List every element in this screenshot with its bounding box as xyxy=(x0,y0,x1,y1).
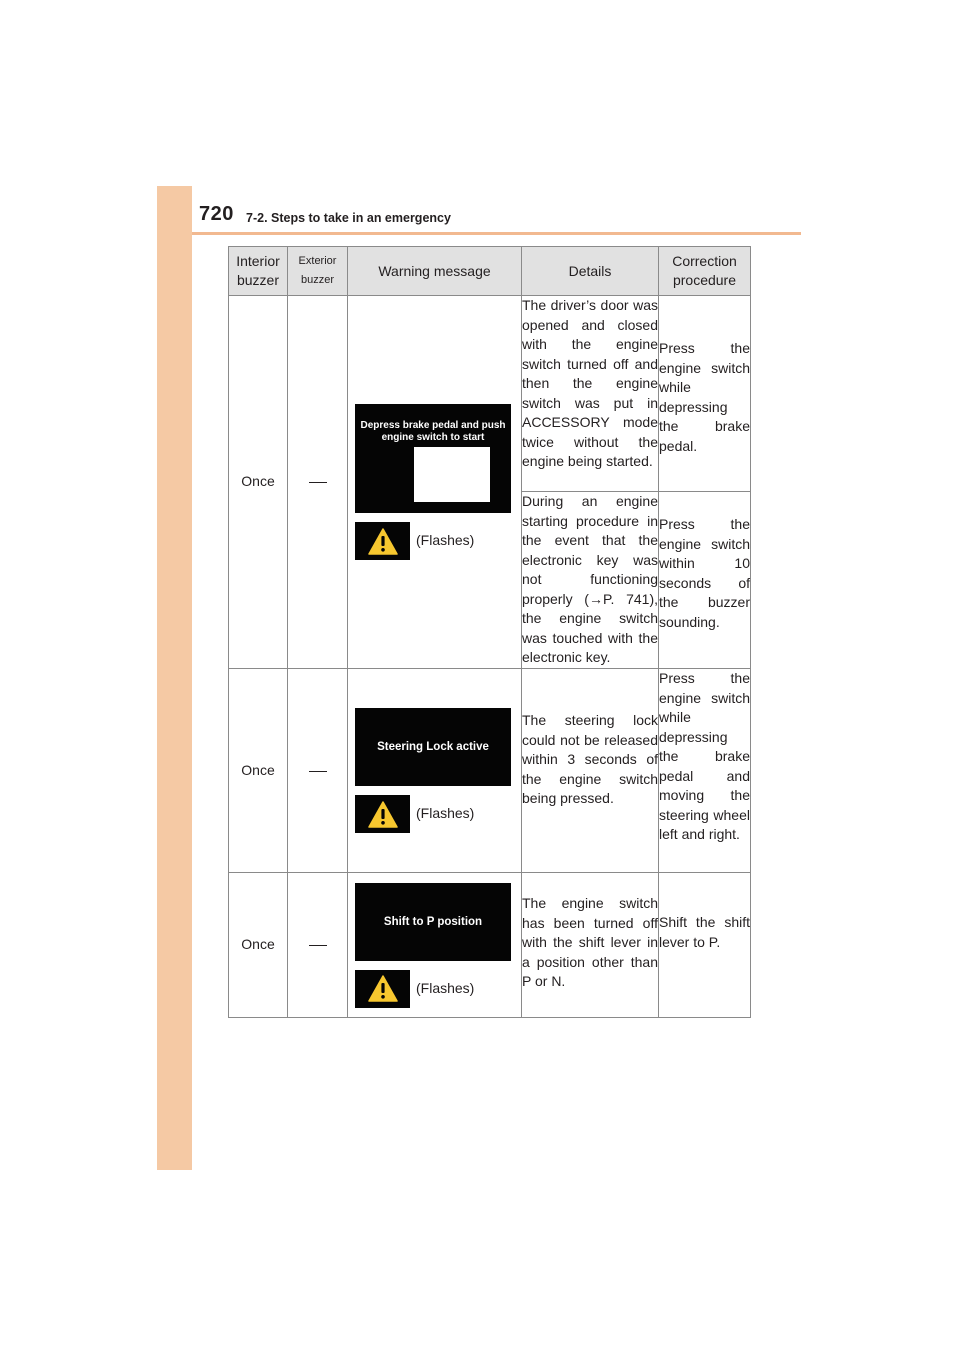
warning-message-cell xyxy=(348,873,522,1018)
display-message-text: Shift to P position xyxy=(383,915,483,928)
details-cell: The driver’s door was opened and closed with the engine switch turned off and then the engine switch was put in ACCESSORY mode twice without the engine being started. xyxy=(522,296,659,492)
warning-table xyxy=(228,246,751,1018)
side-tab-bar xyxy=(157,186,192,1170)
flash-indicator xyxy=(355,795,521,833)
header-divider xyxy=(192,232,801,235)
details-cell: The steering lock could not be released within 3 seconds of the engine switch being pressed. xyxy=(522,669,659,873)
display-message-text: Depress brake pedal and push engine switch to start xyxy=(360,420,506,443)
warning-triangle-icon xyxy=(355,795,410,833)
exterior-buzzer-cell xyxy=(288,873,348,1018)
correction-cell: Press the engine switch while depressing the brake pedal. xyxy=(659,296,751,492)
header-interior-buzzer: Interior buzzer xyxy=(229,247,288,296)
flash-label: (Flashes) xyxy=(416,532,475,549)
correction-cell: Shift the shift lever to P. xyxy=(659,873,751,1018)
table-row xyxy=(229,873,751,1018)
table-row xyxy=(229,669,751,873)
display-message-screen xyxy=(355,708,511,786)
display-message-text: Steering Lock active xyxy=(377,741,489,753)
correction-cell: Press the engine switch within 10 seconds of the buzzer sounding. xyxy=(659,492,751,669)
correction-cell: Press the engine switch while depressing the brake pedal and moving the steering wheel left and right. xyxy=(659,669,751,873)
no-buzzer-dash xyxy=(309,945,327,946)
warning-message-cell xyxy=(348,669,522,873)
warning-message-cell xyxy=(348,296,522,669)
display-message-screen xyxy=(355,883,511,961)
table-row xyxy=(229,296,751,492)
flash-label: (Flashes) xyxy=(416,979,475,996)
interior-buzzer-cell: Once xyxy=(229,873,288,1018)
flash-indicator xyxy=(355,522,521,560)
header-correction-procedure: Correction procedure xyxy=(659,247,751,296)
warning-triangle-icon xyxy=(355,522,410,560)
page-number: 720 xyxy=(199,203,234,225)
header-warning-message: Warning message xyxy=(348,247,522,296)
table-header-row xyxy=(229,247,751,296)
display-blank-area xyxy=(414,447,490,502)
details-cell: The engine switch has been turned off with the shift lever in a position other than P or N. xyxy=(522,873,659,1018)
flash-label: (Flashes) xyxy=(416,805,475,822)
section-title: 7-2. Steps to take in an emergency xyxy=(246,211,451,225)
exterior-buzzer-cell xyxy=(288,669,348,873)
no-buzzer-dash xyxy=(309,482,327,483)
details-cell: During an engine starting procedure in the event that the electronic key was not functioning properly (→P. 741), the engine switch was touched with the electronic key. xyxy=(522,492,659,669)
exterior-buzzer-cell xyxy=(288,296,348,669)
header-details: Details xyxy=(522,247,659,296)
header-exterior-buzzer: Exterior buzzer xyxy=(288,247,348,296)
flash-indicator xyxy=(355,970,521,1008)
display-message-screen xyxy=(355,404,511,513)
interior-buzzer-cell: Once xyxy=(229,669,288,873)
warning-triangle-icon xyxy=(355,970,410,1008)
no-buzzer-dash xyxy=(309,771,327,772)
interior-buzzer-cell: Once xyxy=(229,296,288,669)
